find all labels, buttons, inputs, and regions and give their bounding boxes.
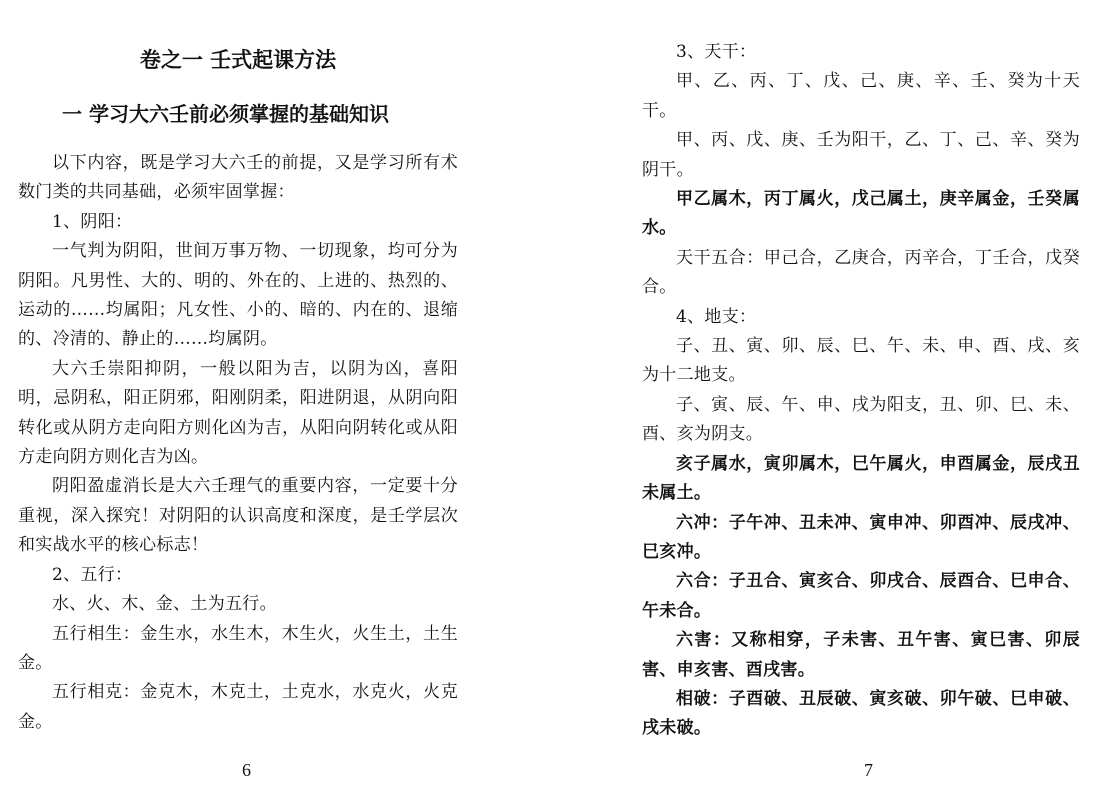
right-page [642,0,1080,793]
section-title: 一 学习大六壬前必须掌握的基础知识 [62,102,389,126]
left-page [18,0,458,793]
paragraph: 甲、丙、戊、庚、壬为阳干，乙、丁、己、辛、癸为阴干。 [642,130,1080,180]
paragraph: 4、地支： [676,306,757,327]
page-number-right: 7 [864,760,873,780]
left-page-body [18,149,458,737]
right-page-body [642,38,1080,744]
paragraph: 以下内容，既是学习大六壬的前提，又是学习所有术数门类的共同基础，必须牢固掌握： [18,153,458,203]
paragraph: 甲乙属木，丙丁属火，戊己属土，庚辛属金，壬癸属水。 [642,189,1080,239]
paragraph: 六冲：子午冲、丑未冲、寅申冲、卯酉冲、辰戌冲、巳亥冲。 [642,512,1080,562]
paragraph: 子、寅、辰、午、申、戌为阳支，丑、卯、巳、未、酉、亥为阴支。 [642,394,1080,445]
paragraph: 大六壬崇阳抑阴，一般以阳为吉，以阴为凶，喜阳明，忌阴私，阳正阴邪，阳刚阴柔，阳进阴退，从阴向阳转化或从阴方走向阳方则化凶为吉，从阳向阴转化或从阳方走向阴方则化吉为凶。 [18,358,458,468]
paragraph: 五行相生：金生水，水生木，木生火，火生土，土生金。 [18,623,458,673]
paragraph: 1、阴阳： [52,211,133,232]
paragraph: 水、火、木、金、土为五行。 [52,594,277,615]
paragraph: 一气判为阴阳，世间万事万物、一切现象，均可分为阴阳。凡男性、大的、明的、外在的、上进的、热烈的、运动的……均属阳；凡女性、小的、暗的、内在的、退缩的、冷清的、静止的……均属阴。 [18,241,458,350]
paragraph: 六合：子丑合、寅亥合、卯戌合、辰酉合、巳申合、午未合。 [642,571,1080,621]
paragraph: 甲、乙、丙、丁、戊、己、庚、辛、壬、癸为十天干。 [642,71,1080,121]
paragraph: 阴阳盈虚消长是大六壬理气的重要内容，一定要十分重视，深入探究！对阴阳的认识高度和深度，是壬学层次和实战水平的核心标志！ [18,476,458,556]
paragraph: 亥子属水，寅卯属木，巳午属火，申酉属金，辰戌丑未属土。 [642,453,1080,504]
paragraph: 天干五合：甲己合，乙庚合，丙辛合，丁壬合，戊癸合。 [642,247,1080,298]
chapter-title: 卷之一 壬式起课方法 [139,47,337,72]
paragraph: 子、丑、寅、卯、辰、巳、午、未、申、酉、戌、亥为十二地支。 [642,336,1080,386]
paragraph: 相破：子酉破、丑辰破、寅亥破、卯午破、巳申破、戌未破。 [642,688,1080,739]
page-number-left: 6 [242,760,251,780]
paragraph: 六害：又称相穿，子未害、丑午害、寅巳害、卯辰害、申亥害、酉戌害。 [642,630,1080,680]
paragraph: 2、五行： [52,564,133,585]
book-gutter [557,0,558,793]
paragraph: 五行相克：金克木，木克土，土克水，水克火，火克金。 [18,682,458,732]
paragraph: 3、天干： [676,42,757,62]
